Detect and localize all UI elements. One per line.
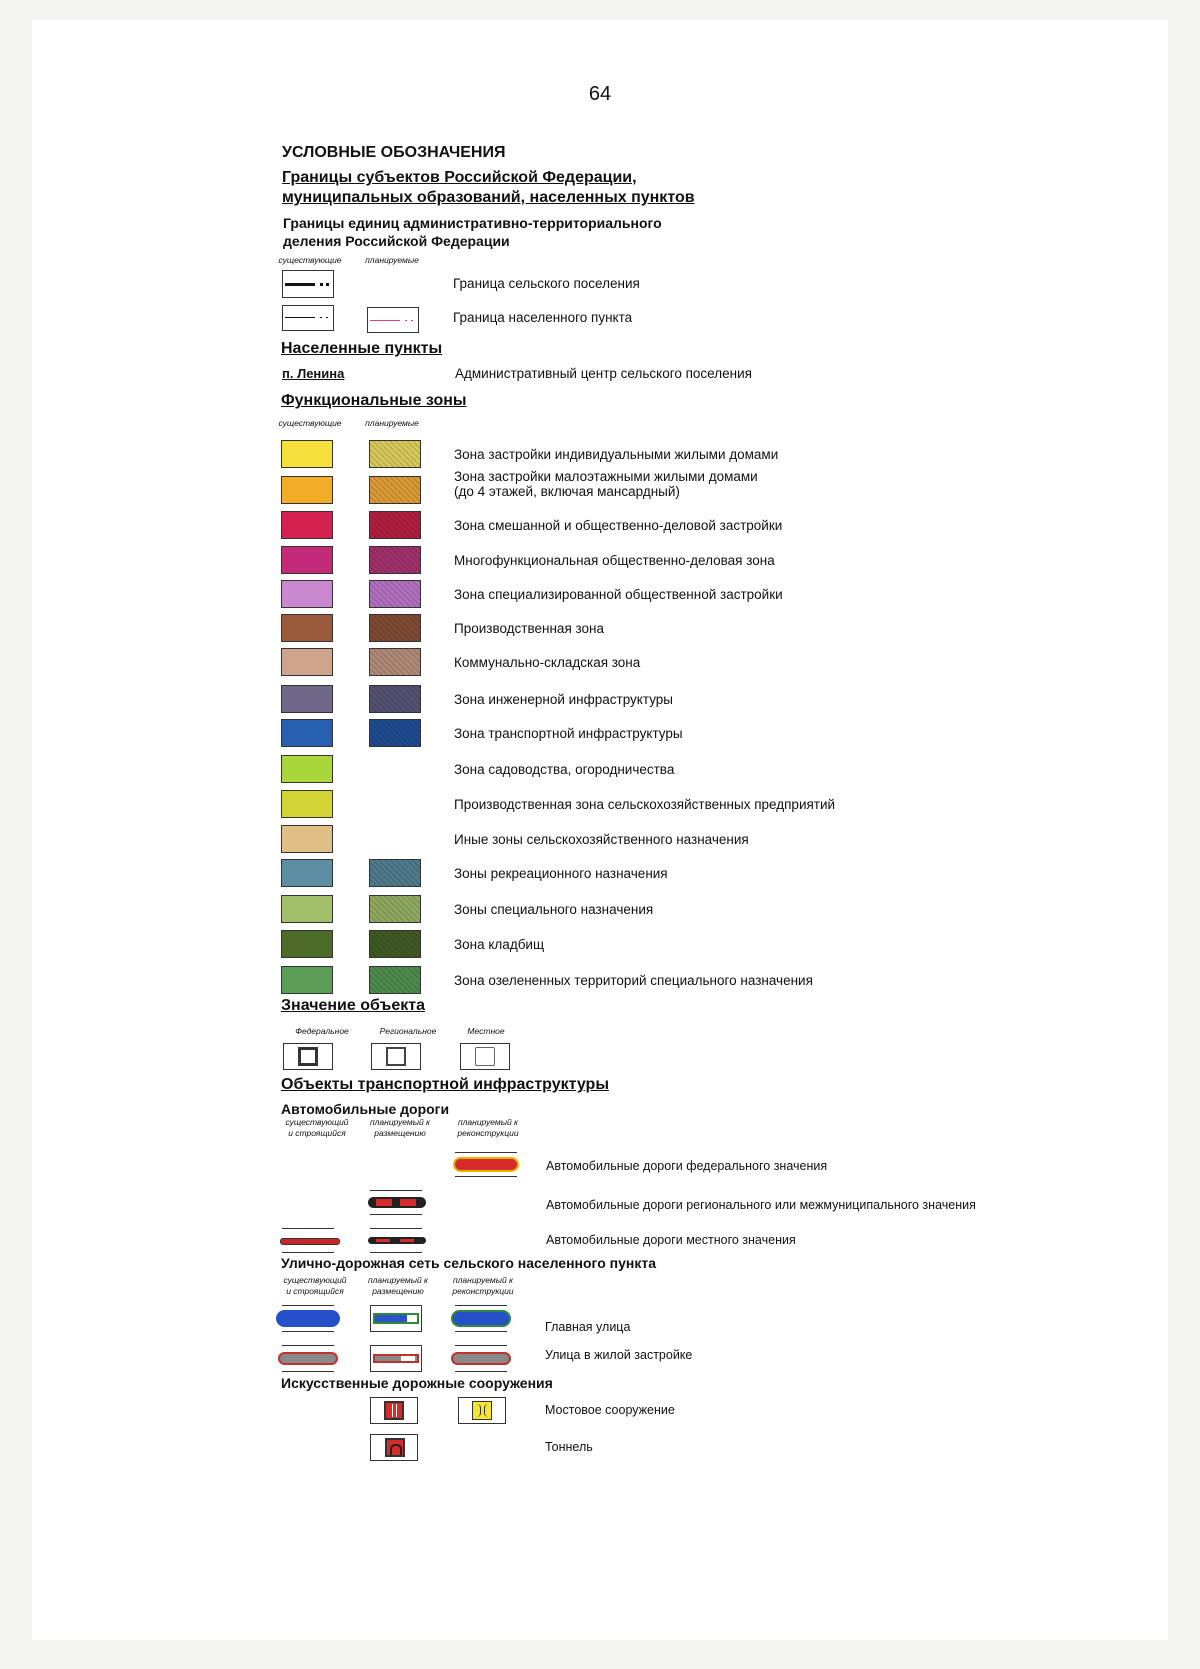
settlement-boundary-label: Граница населенного пункта	[453, 310, 633, 325]
zone-swatch-planned	[369, 930, 421, 958]
settlement-name: п. Ленина	[282, 366, 345, 381]
zone-label: Многофункциональная общественно-деловая зона	[454, 553, 775, 568]
regional-significance-symbol	[371, 1043, 421, 1070]
boundaries-col-planned: планируемые	[365, 255, 419, 265]
zone-swatch-existing	[281, 546, 333, 574]
zone-swatch-existing	[281, 895, 333, 923]
zone-swatch-existing	[281, 825, 333, 853]
zone-swatch-planned	[369, 511, 421, 539]
zone-label: Зона застройки малоэтажными жилыми домами (до 4 этажей, включая мансардный)	[454, 469, 758, 499]
rural-settlement-boundary-symbol	[282, 270, 334, 298]
zone-label: Зоны специального назначения	[454, 902, 654, 917]
zone-label: Зона специализированной общественной застройки	[454, 587, 783, 602]
zone-label: Зона инженерной инфраструктуры	[454, 692, 673, 707]
federal-road-reconstruction-symbol	[455, 1152, 517, 1177]
federal-road-label: Автомобильные дороги федерального значения	[546, 1159, 828, 1173]
page-number: 64	[588, 83, 612, 105]
zone-label: Зона смешанной и общественно-деловой застройки	[454, 518, 783, 533]
zone-swatch-existing	[281, 790, 333, 818]
legend-title: УСЛОВНЫЕ ОБОЗНАЧЕНИЯ	[282, 144, 506, 161]
roads-heading: Автомобильные дороги	[281, 1101, 450, 1117]
zone-swatch-planned	[369, 648, 421, 676]
boundaries-heading: Границы субъектов Российской Федерации, муниципальных образований, населенных пунктов	[282, 169, 695, 206]
zone-label: Зона застройки индивидуальными жилыми домами	[454, 447, 779, 462]
streets-col-reconstruction: планируемый к реконструкции	[452, 1275, 514, 1296]
tunnel-label: Тоннель	[545, 1440, 593, 1454]
significance-regional-caption: Региональное	[379, 1026, 437, 1036]
structures-heading: Искусственные дорожные сооружения	[281, 1375, 553, 1391]
document-page	[32, 20, 1168, 1640]
zone-label: Производственная зона	[454, 621, 605, 636]
zone-swatch-planned	[369, 614, 421, 642]
tunnel-symbol	[370, 1434, 418, 1461]
roads-col-placement: планируемый к размещению	[369, 1117, 431, 1138]
zone-swatch-planned	[369, 895, 421, 923]
zone-label: Коммунально-складская зона	[454, 655, 641, 670]
zone-swatch-existing	[281, 511, 333, 539]
zone-label: Зона транспортной инфраструктуры	[454, 726, 683, 741]
main-street-label: Главная улица	[545, 1320, 631, 1334]
streets-heading: Улично-дорожная сеть сельского населенного пункта	[281, 1255, 656, 1271]
zone-swatch-planned	[369, 966, 421, 994]
significance-federal-caption: Федеральное	[295, 1026, 349, 1036]
zone-swatch-planned	[369, 685, 421, 713]
zone-swatch-existing	[281, 719, 333, 747]
bridge-local-symbol	[458, 1397, 506, 1424]
zone-swatch-existing	[281, 930, 333, 958]
residential-street-existing-symbol	[282, 1345, 334, 1372]
settlements-heading: Населенные пункты	[281, 340, 443, 357]
local-significance-symbol	[460, 1043, 510, 1070]
main-street-placement-symbol	[370, 1305, 422, 1332]
zone-label: Производственная зона сельскохозяйственных предприятий	[454, 797, 836, 812]
zone-swatch-existing	[281, 476, 333, 504]
main-street-reconstruction-symbol	[455, 1305, 507, 1332]
zone-label: Зона кладбищ	[454, 937, 545, 952]
bridge-regional-symbol	[370, 1397, 418, 1424]
residential-street-reconstruction-symbol	[455, 1345, 507, 1372]
zone-label: Зона садоводства, огородничества	[454, 762, 675, 777]
local-road-placement-symbol	[370, 1228, 422, 1253]
zone-swatch-existing	[281, 755, 333, 783]
zone-swatch-planned	[369, 546, 421, 574]
zone-swatch-existing	[281, 966, 333, 994]
federal-significance-symbol	[283, 1043, 333, 1070]
roads-col-existing: существующий и строящийся	[285, 1117, 349, 1138]
zone-swatch-planned	[369, 476, 421, 504]
zone-swatch-existing	[281, 859, 333, 887]
roads-col-reconstruction: планируемый к реконструкции	[457, 1117, 519, 1138]
streets-col-existing: существующий и строящийся	[283, 1275, 347, 1296]
residential-street-label: Улица в жилой застройке	[545, 1348, 693, 1362]
zone-swatch-existing	[281, 685, 333, 713]
bridge-label: Мостовое сооружение	[545, 1403, 675, 1417]
zone-label: Иные зоны сельскохозяйственного назначения	[454, 832, 749, 847]
zone-swatch-planned	[369, 580, 421, 608]
rural-settlement-boundary-label: Граница сельского поселения	[453, 276, 640, 291]
zone-label: Зона озелененных территорий специального назначения	[454, 973, 813, 988]
zone-swatch-planned	[369, 859, 421, 887]
streets-col-placement: планируемый к размещению	[367, 1275, 429, 1296]
zone-swatch-planned	[369, 440, 421, 468]
transport-heading: Объекты транспортной инфраструктуры	[281, 1076, 609, 1093]
regional-road-label: Автомобильные дороги регионального или межмуниципального значения	[546, 1198, 976, 1212]
main-street-existing-symbol	[282, 1305, 334, 1332]
local-road-existing-symbol	[282, 1228, 334, 1253]
zone-swatch-existing	[281, 580, 333, 608]
zones-col-planned: планируемые	[365, 418, 419, 428]
zone-label: Зоны рекреационного назначения	[454, 866, 668, 881]
regional-road-placement-symbol	[370, 1190, 422, 1215]
zone-swatch-existing	[281, 614, 333, 642]
zone-swatch-planned	[369, 719, 421, 747]
zone-swatch-existing	[281, 440, 333, 468]
boundaries-subheading: Границы единиц административно-территориального деления Российской Федерации	[283, 215, 662, 249]
settlement-boundary-planned-symbol	[367, 307, 419, 333]
boundaries-col-existing: существующие	[278, 255, 342, 265]
significance-local-caption: Местное	[467, 1026, 505, 1036]
local-road-label: Автомобильные дороги местного значения	[546, 1233, 796, 1247]
significance-heading: Значение объекта	[281, 997, 425, 1014]
settlement-desc: Административный центр сельского поселения	[455, 366, 752, 381]
residential-street-placement-symbol	[370, 1345, 422, 1372]
settlement-boundary-existing-symbol	[282, 305, 334, 331]
zone-swatch-existing	[281, 648, 333, 676]
zones-col-existing: существующие	[278, 418, 342, 428]
zones-heading: Функциональные зоны	[281, 392, 467, 409]
